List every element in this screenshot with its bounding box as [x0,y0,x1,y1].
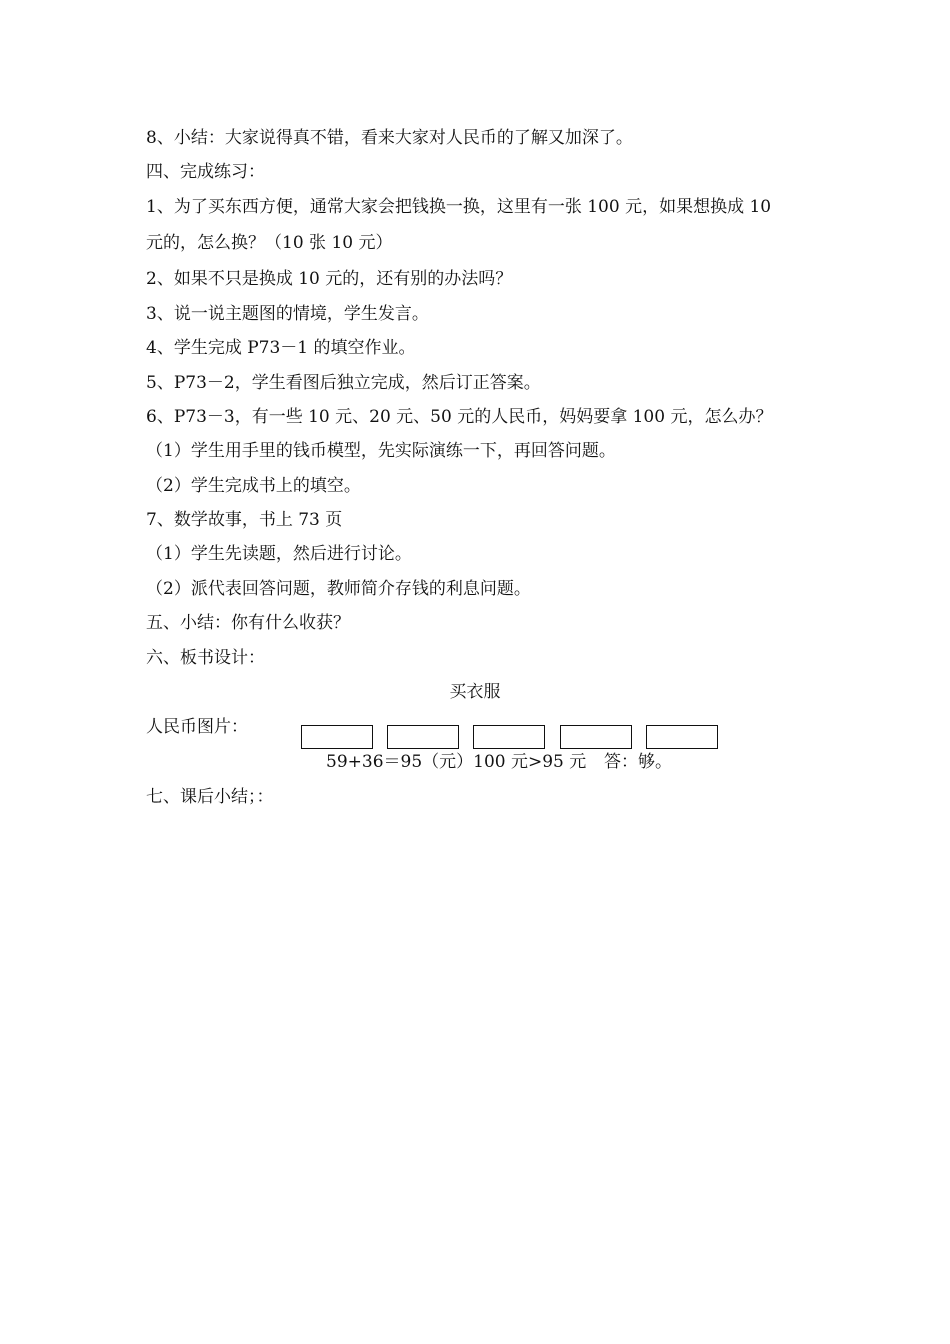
practice-item-7: 7、数学故事，书上 73 页 [146,510,343,530]
summary-line-8: 8、小结：大家说得真不错，看来大家对人民币的了解又加深了。 [146,128,633,148]
practice-item-2: 2、如果不只是换成 10 元的，还有别的办法吗？ [146,269,513,289]
practice-item-6-sub-1: （1）学生用手里的钱币模型，先实际演练一下，再回答问题。 [146,441,616,461]
practice-item-5: 5、P73－2，学生看图后独立完成，然后订正答案。 [146,373,541,393]
rmb-picture-box-4 [560,725,632,749]
practice-item-6-sub-2: （2）学生完成书上的填空。 [146,476,361,496]
section-heading-summary: 五、小结：你有什么收获？ [146,613,350,633]
practice-item-1: 1、为了买东西方便，通常大家会把钱换一换，这里有一张 100 元，如果想换成 10 [146,197,772,217]
board-answer: 答：够。 [604,752,672,772]
rmb-picture-box-1 [301,725,373,749]
section-heading-board-design: 六、板书设计： [146,648,265,668]
board-label-rmb-pictures: 人民币图片： [146,717,248,737]
rmb-picture-box-2 [387,725,459,749]
rmb-picture-box-5 [646,725,718,749]
practice-item-3: 3、说一说主题图的情境，学生发言。 [146,304,429,324]
practice-item-7-sub-2: （2）派代表回答问题，教师简介存钱的利息问题。 [146,579,531,599]
board-title: 买衣服 [449,682,501,702]
practice-item-6: 6、P73－3，有一些 10 元、20 元、50 元的人民币，妈妈要拿 100 元，怎么办？ [146,407,773,427]
practice-item-1-cont: 元的，怎么换？（10 张 10 元） [146,233,393,253]
practice-item-4: 4、学生完成 P73－1 的填空作业。 [146,338,416,358]
section-heading-after-class-summary: 七、课后小结；： [146,787,274,807]
practice-item-7-sub-1: （1）学生先读题，然后进行讨论。 [146,544,412,564]
board-formula: 59+36＝95（元）100 元>95 元 [326,752,587,772]
section-heading-practice: 四、完成练习： [146,162,265,182]
rmb-picture-box-3 [473,725,545,749]
